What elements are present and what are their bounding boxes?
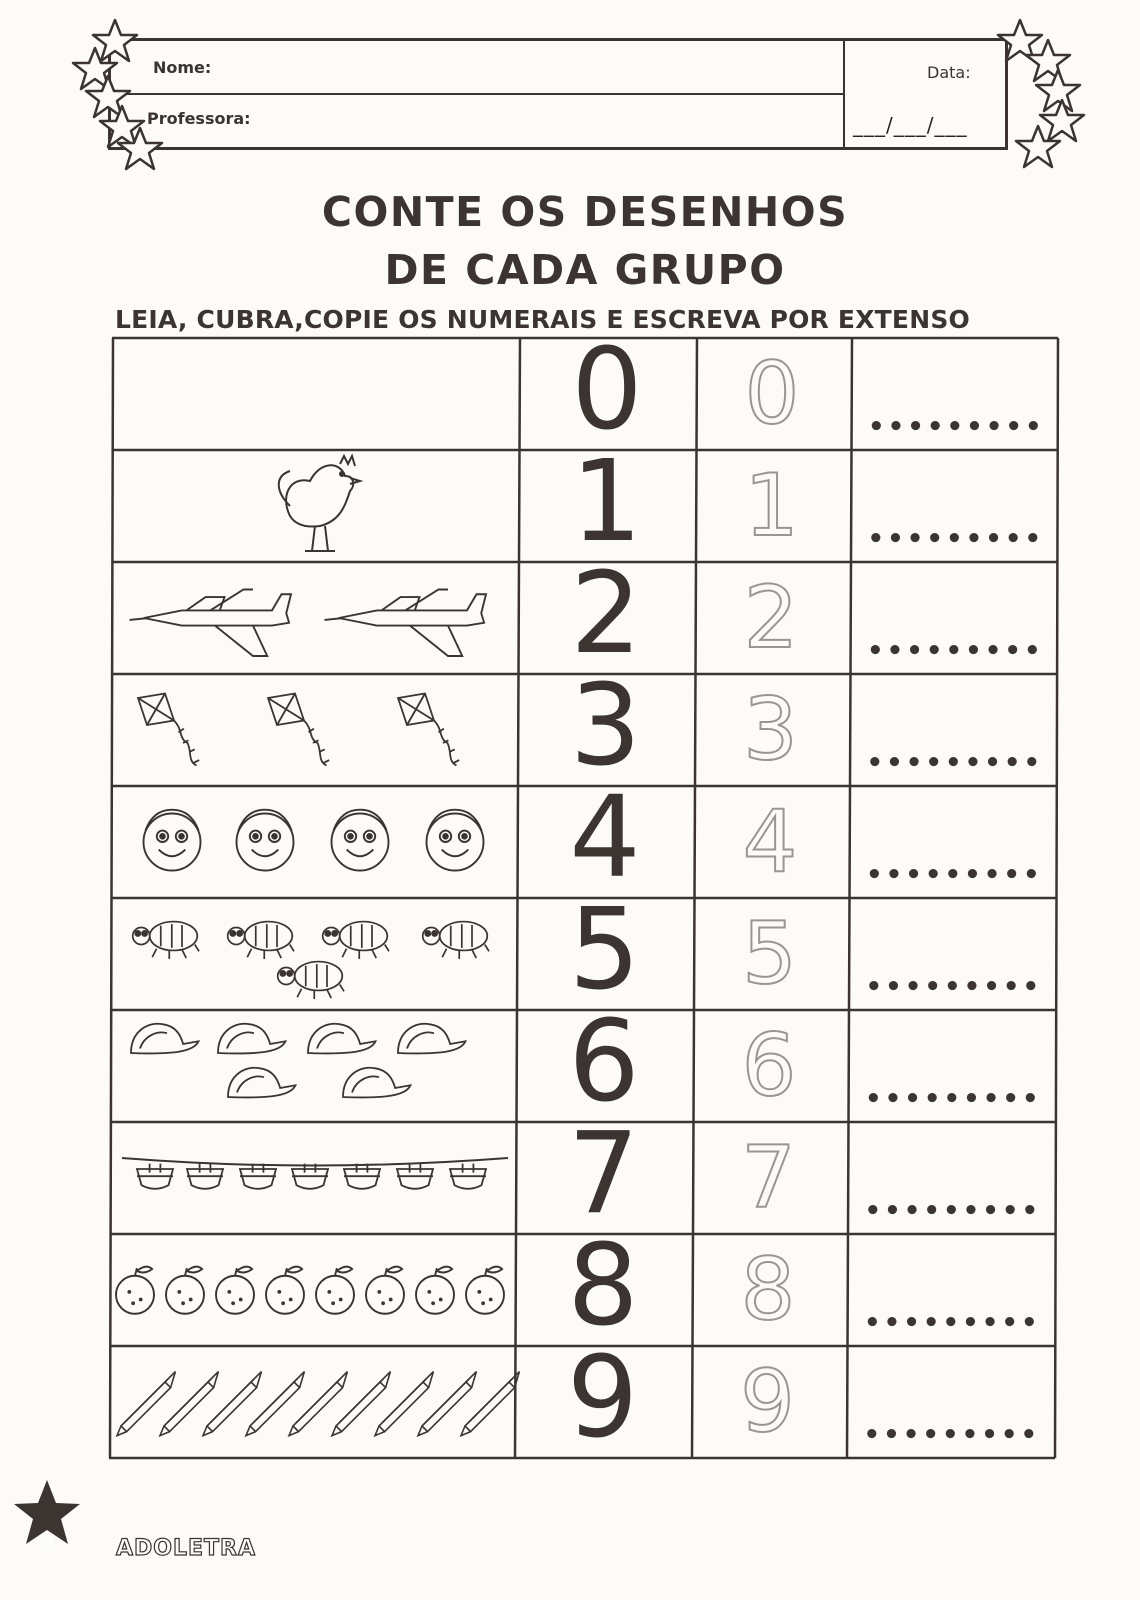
cap-icon bbox=[398, 1024, 466, 1054]
date-blank: ___/___/___ bbox=[853, 113, 968, 137]
write-number-line[interactable]: ••••••••• bbox=[867, 524, 1045, 554]
pencil-icon bbox=[375, 1372, 433, 1436]
trace-numeral-6[interactable]: 6 bbox=[741, 1016, 797, 1116]
orange-icon bbox=[316, 1267, 354, 1314]
child-face-icon bbox=[237, 810, 294, 871]
ladybug-icon bbox=[228, 922, 294, 959]
brand-logo: ADOLETRA bbox=[116, 1536, 257, 1561]
numeral-7: 7 bbox=[567, 1109, 640, 1239]
page-number: 74 bbox=[37, 1535, 55, 1549]
write-number-line[interactable]: ••••••••• bbox=[868, 412, 1045, 442]
cap-icon bbox=[218, 1024, 286, 1054]
diaper-on-clothesline-icon bbox=[344, 1164, 380, 1189]
orange-icon bbox=[166, 1267, 204, 1314]
ladybug-icon bbox=[133, 922, 199, 959]
airplane-icon bbox=[130, 590, 292, 657]
cap-icon bbox=[308, 1024, 376, 1054]
airplane-icon bbox=[325, 590, 487, 657]
ladybug-icon bbox=[323, 922, 389, 959]
orange-icon bbox=[466, 1267, 504, 1314]
trace-numeral-7[interactable]: 7 bbox=[741, 1128, 796, 1228]
pencil-icon bbox=[289, 1372, 347, 1436]
data-label: Data: bbox=[927, 63, 971, 82]
orange-icon bbox=[116, 1267, 154, 1314]
kite-icon bbox=[268, 694, 329, 766]
kite-icon bbox=[138, 694, 199, 766]
pencil-icon bbox=[418, 1372, 476, 1436]
write-number-line[interactable]: ••••••••• bbox=[864, 1196, 1042, 1226]
diaper-on-clothesline-icon bbox=[137, 1164, 173, 1189]
cap-icon bbox=[228, 1068, 296, 1098]
write-number-line[interactable]: ••••••••• bbox=[865, 1084, 1042, 1114]
diaper-on-clothesline-icon bbox=[397, 1164, 433, 1189]
pencil-icon bbox=[203, 1372, 261, 1436]
numeral-9: 9 bbox=[566, 1333, 639, 1463]
diaper-on-clothesline-icon bbox=[240, 1164, 276, 1189]
write-number-line[interactable]: ••••••••• bbox=[863, 1420, 1041, 1450]
diaper-on-clothesline-icon bbox=[292, 1164, 328, 1189]
pencil-icon bbox=[117, 1372, 175, 1436]
write-number-line[interactable]: ••••••••• bbox=[866, 860, 1043, 890]
nome-label: Nome: bbox=[153, 58, 212, 77]
orange-icon bbox=[216, 1267, 254, 1314]
write-number-line[interactable]: ••••••••• bbox=[865, 972, 1043, 1002]
ladybug-icon bbox=[278, 962, 344, 999]
numeral-4: 4 bbox=[569, 773, 641, 903]
child-face-icon bbox=[427, 810, 484, 871]
diaper-on-clothesline-icon bbox=[450, 1164, 486, 1189]
child-face-icon bbox=[332, 810, 389, 871]
trace-numeral-9[interactable]: 9 bbox=[740, 1352, 795, 1452]
write-number-line[interactable]: ••••••••• bbox=[866, 748, 1044, 778]
pencil-icon bbox=[461, 1372, 519, 1436]
orange-icon bbox=[416, 1267, 454, 1314]
numeral-0: 0 bbox=[571, 325, 643, 455]
professora-label: Professora: bbox=[147, 109, 251, 128]
instructions: LEIA, CUBRA,COPIE OS NUMERAIS E ESCREVA POR EXTENSO bbox=[115, 305, 970, 334]
trace-numeral-0[interactable]: 0 bbox=[744, 344, 800, 444]
pencil-icon bbox=[160, 1372, 218, 1436]
rooster-icon bbox=[279, 456, 360, 551]
orange-icon bbox=[366, 1267, 404, 1314]
trace-numeral-8[interactable]: 8 bbox=[740, 1240, 796, 1340]
kite-icon bbox=[398, 694, 459, 766]
write-number-line[interactable]: ••••••••• bbox=[867, 636, 1044, 666]
trace-numeral-3[interactable]: 3 bbox=[743, 680, 798, 780]
numeral-8: 8 bbox=[567, 1221, 639, 1351]
orange-icon bbox=[266, 1267, 304, 1314]
write-number-line[interactable]: ••••••••• bbox=[864, 1308, 1041, 1338]
numeral-5: 5 bbox=[568, 885, 641, 1015]
trace-numeral-4[interactable]: 4 bbox=[742, 792, 798, 892]
cap-icon bbox=[131, 1024, 199, 1054]
child-face-icon bbox=[144, 810, 201, 871]
title-line-1: CONTE OS DESENHOS bbox=[321, 188, 849, 236]
numeral-6: 6 bbox=[568, 997, 640, 1127]
numeral-2: 2 bbox=[570, 549, 642, 679]
pencil-icon bbox=[246, 1372, 304, 1436]
trace-numeral-1[interactable]: 1 bbox=[744, 456, 799, 556]
ladybug-icon bbox=[423, 922, 489, 959]
numeral-3: 3 bbox=[569, 661, 642, 791]
cap-icon bbox=[343, 1068, 411, 1098]
numeral-1: 1 bbox=[570, 437, 643, 567]
title-line-2: DE CADA GRUPO bbox=[384, 246, 786, 294]
diaper-on-clothesline-icon bbox=[187, 1164, 223, 1189]
trace-numeral-5[interactable]: 5 bbox=[742, 904, 797, 1004]
pencil-icon bbox=[332, 1372, 390, 1436]
trace-numeral-2[interactable]: 2 bbox=[743, 568, 799, 668]
